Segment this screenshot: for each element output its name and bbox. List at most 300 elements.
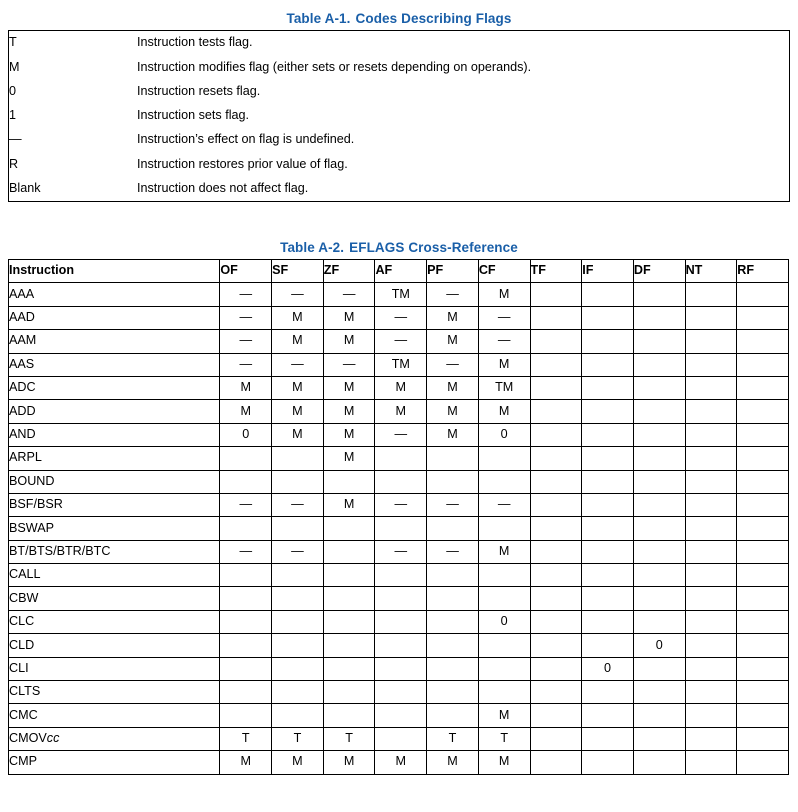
flag-value-cell [582, 447, 634, 470]
instruction-name-cell: CBW [9, 587, 220, 610]
flag-value-cell [633, 657, 685, 680]
flag-value-cell [737, 493, 789, 516]
flag-value-cell [685, 470, 737, 493]
flag-value-cell [633, 470, 685, 493]
flag-value-cell [375, 704, 427, 727]
table-a1-row [9, 128, 790, 152]
flag-value-cell [582, 704, 634, 727]
flag-value-cell [427, 634, 479, 657]
flag-value-cell: M [323, 447, 375, 470]
flag-value-cell [323, 610, 375, 633]
table-a2-row [9, 681, 789, 704]
flag-value-cell [685, 423, 737, 446]
column-header-sf: SF [272, 260, 324, 283]
flag-value-cell [685, 306, 737, 329]
flag-value-cell: — [220, 493, 272, 516]
flag-value-cell [220, 517, 272, 540]
flag-value-cell [427, 610, 479, 633]
flag-value-cell [530, 353, 582, 376]
flag-value-cell [582, 564, 634, 587]
instruction-name-cell: AND [9, 423, 220, 446]
flag-value-cell: M [427, 400, 479, 423]
instruction-name-cell: ARPL [9, 447, 220, 470]
flag-value-cell [323, 540, 375, 563]
table-a2-row [9, 587, 789, 610]
flag-value-cell: M [427, 376, 479, 399]
flag-value-cell: — [220, 330, 272, 353]
flag-value-cell [427, 564, 479, 587]
flag-value-cell [530, 376, 582, 399]
flag-code-cell: — [9, 132, 22, 147]
flag-value-cell: M [427, 751, 479, 774]
flag-value-cell: — [478, 330, 530, 353]
flag-value-cell [530, 493, 582, 516]
flag-value-cell: — [427, 493, 479, 516]
column-header-if: IF [582, 260, 634, 283]
flag-value-cell [633, 353, 685, 376]
flag-value-cell [633, 587, 685, 610]
flag-value-cell: TM [375, 353, 427, 376]
flag-value-cell [375, 447, 427, 470]
flag-value-cell [633, 704, 685, 727]
instruction-name-cell: BOUND [9, 470, 220, 493]
flag-value-cell: — [272, 353, 324, 376]
flag-value-cell [220, 447, 272, 470]
table-a2-row [9, 283, 789, 306]
flag-value-cell [633, 376, 685, 399]
flag-value-cell: 0 [582, 657, 634, 680]
flag-value-cell [530, 306, 582, 329]
instruction-mnemonic: CMOV [9, 731, 47, 746]
flag-value-cell: M [220, 376, 272, 399]
flag-value-cell [272, 447, 324, 470]
flag-value-cell [582, 423, 634, 446]
flag-value-cell [737, 657, 789, 680]
table-a1-row [9, 152, 790, 176]
flag-value-cell [220, 657, 272, 680]
flag-value-cell [478, 470, 530, 493]
flag-value-cell [375, 470, 427, 493]
flag-value-cell [478, 657, 530, 680]
table-a2-caption-number: Table A-2. [280, 240, 345, 255]
flag-value-cell [633, 540, 685, 563]
flag-code-cell: 0 [9, 83, 17, 98]
flag-value-cell: — [272, 493, 324, 516]
flag-value-cell [375, 517, 427, 540]
flag-value-cell [427, 681, 479, 704]
table-a2-row [9, 540, 789, 563]
flag-value-cell [530, 564, 582, 587]
instruction-name-cell: AAM [9, 330, 220, 353]
flag-value-cell [685, 610, 737, 633]
table-a2-body [9, 283, 789, 774]
table-a2-row [9, 330, 789, 353]
flag-value-cell [737, 423, 789, 446]
flag-value-cell [633, 681, 685, 704]
flag-value-cell [375, 681, 427, 704]
flag-value-cell [478, 634, 530, 657]
flag-value-cell [478, 564, 530, 587]
flag-value-cell [737, 353, 789, 376]
flag-value-cell [375, 657, 427, 680]
flag-value-cell [323, 587, 375, 610]
flag-value-cell [582, 610, 634, 633]
flag-value-cell [633, 564, 685, 587]
flag-value-cell [220, 564, 272, 587]
instruction-name-cell: CLC [9, 610, 220, 633]
table-a2-row [9, 470, 789, 493]
flag-value-cell [633, 423, 685, 446]
flag-value-cell [633, 330, 685, 353]
instruction-name-cell: CMP [9, 751, 220, 774]
flag-value-cell: — [375, 306, 427, 329]
flag-value-cell [272, 470, 324, 493]
table-a2-row [9, 447, 789, 470]
table-a2-row [9, 751, 789, 774]
flag-value-cell [633, 517, 685, 540]
flag-value-cell [427, 587, 479, 610]
table-a1 [8, 30, 790, 202]
table-a1-row [9, 31, 790, 56]
flag-value-cell: — [478, 493, 530, 516]
flag-value-cell: 0 [478, 610, 530, 633]
flag-value-cell [272, 657, 324, 680]
table-a2 [8, 259, 789, 775]
column-header-instruction: Instruction [9, 260, 220, 283]
flag-value-cell [272, 517, 324, 540]
flag-value-cell: M [375, 751, 427, 774]
flag-value-cell: M [323, 400, 375, 423]
flag-value-cell [530, 681, 582, 704]
flag-code-cell: Blank [9, 181, 41, 195]
flag-value-cell [685, 447, 737, 470]
flag-value-cell: M [272, 376, 324, 399]
flag-value-cell [685, 283, 737, 306]
flag-value-cell [685, 634, 737, 657]
flag-value-cell [530, 704, 582, 727]
flag-value-cell: 0 [633, 634, 685, 657]
flag-value-cell [685, 681, 737, 704]
flag-value-cell [685, 376, 737, 399]
flag-value-cell [737, 376, 789, 399]
flag-value-cell [582, 376, 634, 399]
flag-description-cell: Instruction sets flag. [137, 108, 249, 123]
flag-value-cell: T [427, 727, 479, 750]
instruction-name-cell: ADC [9, 376, 220, 399]
table-a1-row [9, 80, 790, 104]
table-a2-row [9, 423, 789, 446]
column-header-zf: ZF [323, 260, 375, 283]
flag-value-cell [427, 470, 479, 493]
instruction-name-cell: BSWAP [9, 517, 220, 540]
flag-value-cell: — [220, 306, 272, 329]
flag-value-cell [582, 587, 634, 610]
flag-value-cell [272, 704, 324, 727]
flag-value-cell [220, 704, 272, 727]
flag-value-cell: — [323, 353, 375, 376]
flag-value-cell [685, 727, 737, 750]
flag-value-cell [582, 470, 634, 493]
table-a2-row [9, 564, 789, 587]
flag-value-cell: T [220, 727, 272, 750]
flag-value-cell [582, 517, 634, 540]
flag-value-cell: TM [478, 376, 530, 399]
flag-value-cell: M [272, 330, 324, 353]
table-a2-row [9, 306, 789, 329]
flag-value-cell [737, 540, 789, 563]
flag-value-cell [582, 681, 634, 704]
flag-value-cell [530, 727, 582, 750]
flag-value-cell [530, 634, 582, 657]
flag-value-cell: M [272, 423, 324, 446]
flag-value-cell [582, 306, 634, 329]
flag-value-cell [272, 587, 324, 610]
flag-value-cell [323, 681, 375, 704]
table-a2-row [9, 704, 789, 727]
flag-value-cell: — [375, 330, 427, 353]
table-a2-caption [0, 240, 798, 255]
table-a2-row [9, 634, 789, 657]
flag-value-cell [323, 657, 375, 680]
flag-code-cell: T [9, 35, 17, 50]
flag-value-cell [582, 400, 634, 423]
flag-value-cell [530, 517, 582, 540]
flag-value-cell: M [427, 423, 479, 446]
flag-value-cell [737, 283, 789, 306]
table-a2-row [9, 517, 789, 540]
column-header-pf: PF [427, 260, 479, 283]
flag-value-cell: M [272, 751, 324, 774]
flag-value-cell [582, 283, 634, 306]
flag-value-cell: M [272, 306, 324, 329]
flag-value-cell [737, 564, 789, 587]
flag-value-cell [427, 704, 479, 727]
flag-value-cell [685, 330, 737, 353]
flag-value-cell [375, 610, 427, 633]
column-header-tf: TF [530, 260, 582, 283]
flag-value-cell [685, 353, 737, 376]
flag-value-cell [737, 447, 789, 470]
flag-value-cell [685, 540, 737, 563]
table-a2-row [9, 657, 789, 680]
instruction-name-cell: BSF/BSR [9, 493, 220, 516]
flag-value-cell [633, 727, 685, 750]
flag-value-cell [737, 400, 789, 423]
flag-value-cell [582, 353, 634, 376]
table-a1-container [8, 30, 790, 202]
instruction-name-cell: CLD [9, 634, 220, 657]
flag-value-cell [737, 704, 789, 727]
flag-value-cell [530, 283, 582, 306]
flag-value-cell [220, 634, 272, 657]
column-header-of: OF [220, 260, 272, 283]
flag-value-cell [478, 681, 530, 704]
flag-value-cell [478, 517, 530, 540]
table-a2-row [9, 376, 789, 399]
instruction-name-cell: BT/BTS/BTR/BTC [9, 540, 220, 563]
flag-value-cell [685, 704, 737, 727]
flag-value-cell: — [375, 423, 427, 446]
flag-value-cell: M [272, 400, 324, 423]
flag-value-cell: M [323, 493, 375, 516]
table-a2-row [9, 727, 789, 750]
flag-value-cell [323, 470, 375, 493]
flag-value-cell: M [427, 306, 479, 329]
column-header-cf: CF [478, 260, 530, 283]
flag-value-cell [375, 587, 427, 610]
instruction-condition-suffix: cc [46, 731, 60, 746]
flag-value-cell [323, 704, 375, 727]
flag-value-cell: M [478, 540, 530, 563]
flag-description-cell: Instruction tests flag. [137, 35, 253, 50]
table-a2-row [9, 353, 789, 376]
flag-value-cell [220, 587, 272, 610]
flag-value-cell [633, 493, 685, 516]
flag-value-cell: — [272, 283, 324, 306]
flag-value-cell [220, 610, 272, 633]
table-a2-caption-title: EFLAGS Cross-Reference [349, 240, 518, 255]
flag-value-cell [633, 751, 685, 774]
flag-value-cell [685, 400, 737, 423]
table-a2-container [8, 259, 789, 775]
column-header-af: AF [375, 260, 427, 283]
flag-value-cell [272, 564, 324, 587]
flag-value-cell [530, 330, 582, 353]
flag-value-cell: M [220, 400, 272, 423]
table-a2-row [9, 493, 789, 516]
flag-value-cell [737, 634, 789, 657]
flag-value-cell [685, 587, 737, 610]
flag-value-cell: M [478, 353, 530, 376]
flag-value-cell: T [478, 727, 530, 750]
flag-value-cell [375, 634, 427, 657]
flag-description-cell: Instruction resets flag. [137, 83, 261, 98]
flag-value-cell: M [323, 306, 375, 329]
table-a1-caption-title: Codes Describing Flags [355, 11, 512, 26]
flag-description-cell: Instruction modifies flag (either sets or resets depending on operands). [137, 59, 532, 74]
flag-value-cell [375, 564, 427, 587]
flag-value-cell: — [427, 540, 479, 563]
flag-value-cell [220, 470, 272, 493]
flag-value-cell [530, 447, 582, 470]
flag-value-cell: — [323, 283, 375, 306]
flag-value-cell [633, 400, 685, 423]
instruction-name-cell: CALL [9, 564, 220, 587]
flag-description-cell: Instruction’s effect on flag is undefined. [137, 132, 355, 147]
flag-value-cell: 0 [220, 423, 272, 446]
flag-value-cell: M [478, 400, 530, 423]
table-a2-row [9, 400, 789, 423]
flag-value-cell: TM [375, 283, 427, 306]
instruction-name-cell: CMC [9, 704, 220, 727]
flag-value-cell [272, 610, 324, 633]
flag-value-cell: T [272, 727, 324, 750]
column-header-rf: RF [737, 260, 789, 283]
flag-value-cell [633, 610, 685, 633]
instruction-name-cell: ADD [9, 400, 220, 423]
flag-value-cell [530, 657, 582, 680]
flag-value-cell: M [323, 376, 375, 399]
flag-value-cell [737, 610, 789, 633]
flag-value-cell [582, 634, 634, 657]
flag-value-cell [478, 447, 530, 470]
flag-value-cell [737, 751, 789, 774]
flag-value-cell [633, 447, 685, 470]
flag-value-cell [530, 470, 582, 493]
flag-value-cell [478, 587, 530, 610]
instruction-name-cell: CLTS [9, 681, 220, 704]
table-a1-row [9, 104, 790, 128]
instruction-name-cell: CLI [9, 657, 220, 680]
table-a2-head [9, 260, 789, 283]
instruction-name-cell: AAA [9, 283, 220, 306]
flag-value-cell: — [375, 540, 427, 563]
flag-value-cell [272, 634, 324, 657]
flag-value-cell [685, 564, 737, 587]
table-a1-row [9, 55, 790, 79]
flag-value-cell [737, 681, 789, 704]
flag-value-cell: — [272, 540, 324, 563]
flag-value-cell [582, 751, 634, 774]
flag-value-cell: — [220, 353, 272, 376]
flag-value-cell [530, 587, 582, 610]
flag-value-cell: — [427, 353, 479, 376]
column-header-nt: NT [685, 260, 737, 283]
table-a2-row [9, 610, 789, 633]
flag-value-cell: — [375, 493, 427, 516]
flag-value-cell [323, 517, 375, 540]
flag-value-cell: T [323, 727, 375, 750]
flag-value-cell [530, 400, 582, 423]
flag-description-cell: Instruction does not affect flag. [137, 181, 309, 195]
flag-value-cell [685, 751, 737, 774]
flag-value-cell [530, 423, 582, 446]
flag-value-cell [530, 610, 582, 633]
flag-code-cell: R [9, 156, 19, 171]
table-a2-header-row [9, 260, 789, 283]
flag-value-cell: M [427, 330, 479, 353]
flag-value-cell [582, 330, 634, 353]
column-header-df: DF [633, 260, 685, 283]
table-a1-row [9, 177, 790, 202]
flag-value-cell: M [323, 423, 375, 446]
flag-value-cell [737, 470, 789, 493]
flag-value-cell [323, 634, 375, 657]
flag-value-cell [737, 517, 789, 540]
flag-value-cell: M [323, 751, 375, 774]
instruction-name-cell [9, 727, 220, 750]
flag-value-cell [272, 681, 324, 704]
flag-value-cell: M [375, 376, 427, 399]
flag-value-cell [530, 751, 582, 774]
flag-value-cell: — [220, 540, 272, 563]
flag-value-cell: M [220, 751, 272, 774]
flag-value-cell [530, 540, 582, 563]
flag-value-cell [737, 727, 789, 750]
flag-value-cell [375, 727, 427, 750]
table-a1-body [9, 31, 790, 202]
flag-value-cell [582, 540, 634, 563]
table-a1-caption [0, 11, 798, 26]
table-a1-caption-number: Table A-1. [286, 11, 351, 26]
flag-value-cell [220, 681, 272, 704]
flag-value-cell: M [478, 283, 530, 306]
instruction-name-cell: AAS [9, 353, 220, 376]
flag-value-cell [633, 283, 685, 306]
flag-description-cell: Instruction restores prior value of flag. [137, 156, 348, 171]
flag-value-cell [633, 306, 685, 329]
flag-code-cell: 1 [9, 108, 17, 123]
